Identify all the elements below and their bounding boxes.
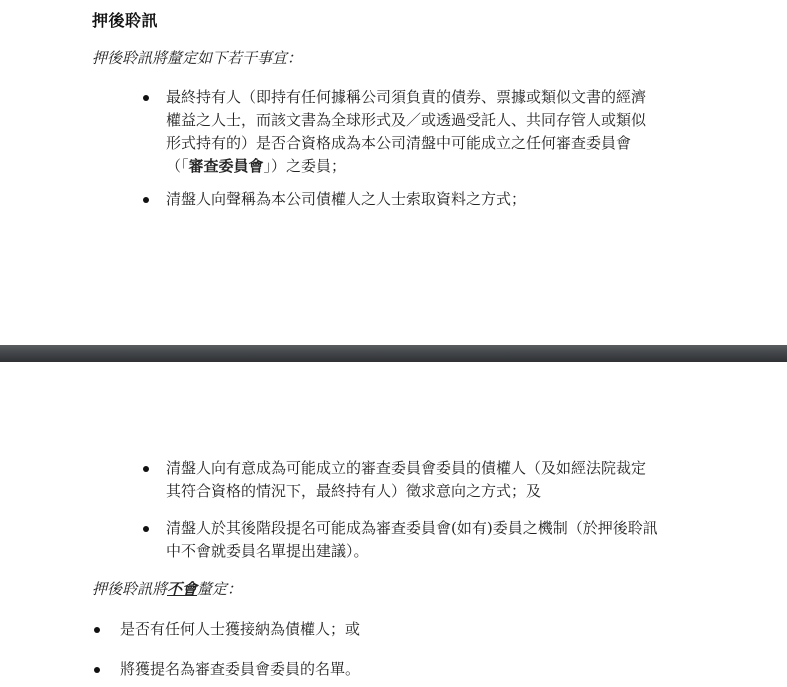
bullet-dot — [143, 197, 149, 203]
intro-text: 押後聆訊將釐定如下若干事宜： — [92, 49, 303, 67]
section-heading: 押後聆訊 — [92, 11, 159, 30]
bullet-item-6: 將獲提名為審查委員會委員的名單。 — [120, 660, 361, 678]
defined-term: 審查委員會 — [188, 157, 264, 175]
bullet-line: 中不會就委員名單提出建議）。 — [166, 542, 369, 560]
bullet-item-1 — [166, 86, 646, 178]
bullet-line: 清盤人向聲稱為本公司債權人之人士索取資料之方式； — [166, 190, 527, 208]
bullet-line: 其符合資格的情況下，最終持有人）徵求意向之方式；及 — [166, 482, 542, 500]
bullet-item-2 — [166, 188, 526, 211]
bullet-line: 最終持有人（即持有任何據稱公司須負責的債券、票據或類似文書的經濟 — [166, 88, 647, 106]
bullet-line — [166, 155, 646, 178]
bullet-line: 形式持有的）是否合資格成為本公司清盤中可能成立之任何審查委員會 — [166, 134, 632, 152]
page-separator — [0, 345, 787, 362]
bullet-dot — [94, 627, 100, 633]
intro-text-part: 釐定： — [197, 580, 243, 598]
bullet-item-5: 是否有任何人士獲接納為債權人；或 — [120, 620, 361, 638]
bullet-line: 清盤人於其後階段提名可能成為審查委員會(如有)委員之機制（於押後聆訊 — [166, 519, 658, 537]
bullet-line: 權益之人士，而該文書為全球形式及／或透過受託人、共同存管人或類似 — [166, 111, 647, 129]
document-page-2 — [0, 362, 787, 687]
intro-text-2 — [92, 578, 242, 599]
intro-text-part: 押後聆訊將 — [92, 580, 168, 598]
emphasis-text: 不會 — [167, 580, 198, 598]
bullet-text: （「 — [166, 157, 189, 175]
bullet-line: 清盤人向有意成為可能成立的審查委員會委員的債權人（及如經法院裁定 — [166, 459, 647, 477]
bullet-item-3 — [166, 457, 646, 503]
bullet-item-4 — [166, 517, 658, 563]
bullet-text: 」）之委員； — [263, 157, 347, 175]
bullet-dot — [143, 95, 149, 101]
bullet-dot — [94, 667, 100, 673]
bullet-dot — [143, 466, 149, 472]
bullet-dot — [143, 526, 149, 532]
